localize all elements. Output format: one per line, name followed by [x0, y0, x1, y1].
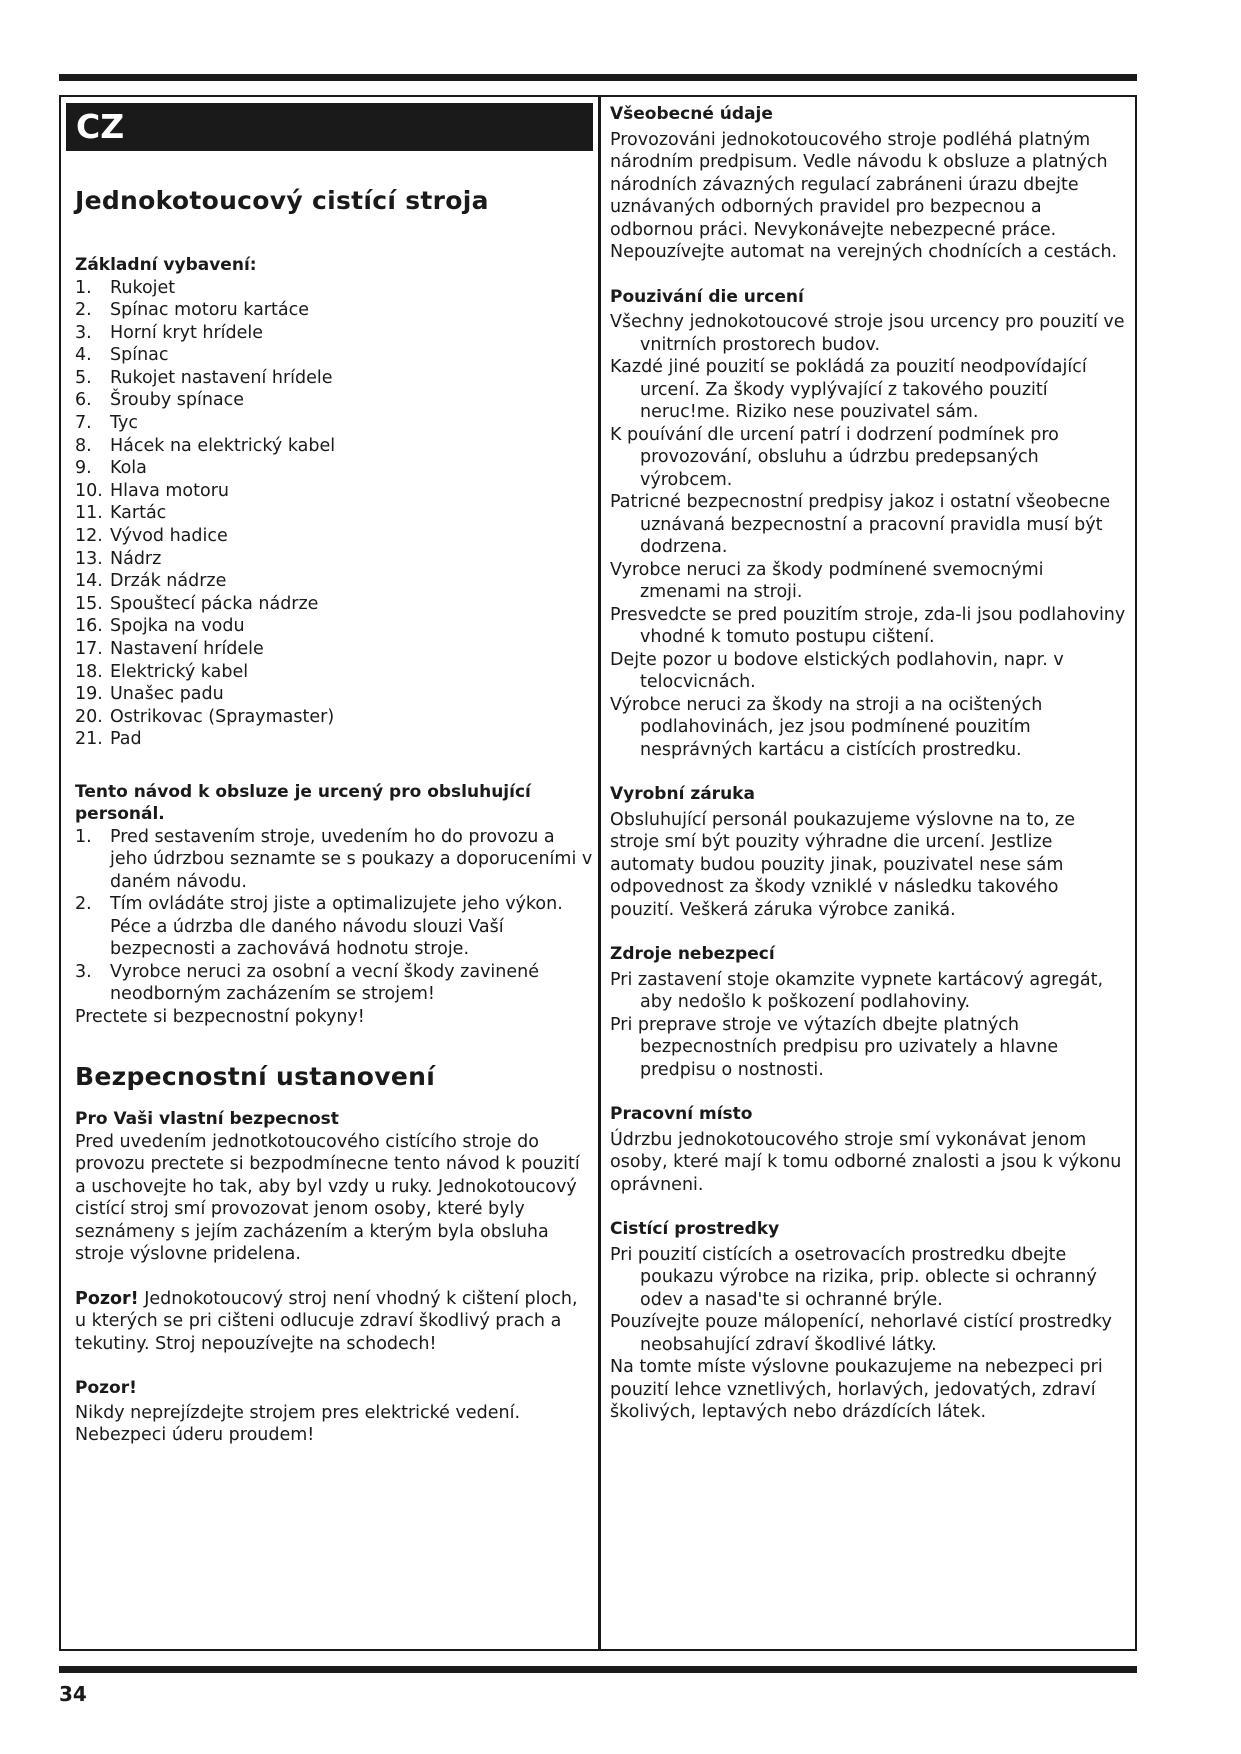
list-item	[75, 367, 593, 390]
list-item	[75, 435, 593, 458]
list-item-text: Hácek na elektrický kabel	[110, 435, 336, 456]
list-item-number: 1.	[75, 826, 92, 847]
list-item-text: Spouštecí pácka nádrze	[110, 593, 319, 614]
manual-list	[75, 826, 593, 1006]
list-item-text: Vyrobce neruci za osobní a vecní škody zavinené neodborným zacházením se strojem!	[110, 961, 540, 1005]
list-item-number: 2.	[75, 300, 92, 321]
list-item	[75, 706, 593, 729]
list-item	[75, 638, 593, 661]
list-item-number: 15.	[75, 593, 103, 614]
list-item	[75, 826, 593, 894]
list-item-text: Kola	[110, 458, 147, 479]
hazards-list	[610, 969, 1126, 1082]
page-number: 34	[59, 1682, 87, 1706]
paragraph-item: Pri preprave stroje ve výtazích dbejte platných bezpecnostních predpisu pro uzivately a hlavne predpisu o nostnosti.	[610, 1014, 1059, 1080]
workplace-heading: Pracovní místo	[610, 1104, 753, 1124]
list-item	[75, 412, 593, 435]
list-item-text: Nádrz	[110, 548, 162, 569]
warning-label-2: Pozor!	[75, 1378, 137, 1399]
list-item	[75, 961, 593, 1006]
list-item-number: 8.	[75, 435, 92, 456]
top-rule	[59, 74, 1137, 81]
manual-heading: Tento návod k obsluze je urcený pro obsluhující personál.	[75, 781, 531, 825]
paragraph-item: Patricné bezpecnostní predpisy jakoz i ostatní všeobecne uznávaná bezpecnostní a pracovní pravidla musí být dodrzena.	[610, 492, 1111, 557]
list-item-text: Unašec padu	[110, 684, 224, 705]
right-column	[610, 103, 1126, 1424]
paragraph-item: Vyrobce neruci za škody podmínené svemocnými zmenami na stroji.	[610, 559, 1044, 602]
hazards-heading: Zdroje nebezpecí	[610, 944, 775, 964]
list-item-text: Vývod hadice	[110, 526, 228, 547]
list-item-text: Hlava motoru	[110, 480, 229, 501]
list-item	[75, 457, 593, 480]
list-item-text: Rukojet	[110, 277, 176, 298]
warning-paragraph-1	[75, 1288, 580, 1356]
list-item	[75, 728, 593, 751]
list-item-number: 10.	[75, 480, 103, 501]
cleaning-footer: Na tomte míste výslovne poukazujeme na nebezpeci pri pouzití lehce vznetlivých, horlavých, jedovatých, zdraví školivých, leptavých nebo drázdících látek.	[610, 1357, 1103, 1422]
general-heading: Všeobecné údaje	[610, 104, 773, 124]
column-divider	[598, 97, 601, 1649]
list-item-number: 2.	[75, 894, 92, 915]
paragraph-item: Dejte pozor u bodove elstických podlahovin, napr. v telocvicnách.	[610, 649, 1064, 692]
list-item-text: Elektrický kabel	[110, 661, 249, 682]
paragraph-item: Výrobce neruci za škody na stroji a na ocištených podlahovinách, jez jsou podmínené pouzitím nesprávných kartácu a cistících prostredku.	[610, 694, 1043, 760]
list-item-number: 9.	[75, 458, 92, 479]
list-item-number: 13.	[75, 548, 103, 569]
list-item	[75, 299, 593, 322]
list-item	[75, 277, 593, 300]
bottom-rule	[59, 1666, 1137, 1673]
warranty-text: Obsluhující personál poukazujeme výslovne na to, ze stroje smí být pouzity výhradne die urcení. Jestlize automaty budou pouzity jinak, pouzivatel nese sám odpovednost za škody vzniklé v následku takového pouzití. Veškerá záruka výrobce zaniká.	[610, 809, 1075, 920]
list-item	[75, 548, 593, 571]
list-item-number: 11.	[75, 503, 103, 524]
list-item	[75, 322, 593, 345]
list-item	[75, 502, 593, 525]
list-item	[75, 570, 593, 593]
paragraph-item: Kazdé jiné pouzití se pokládá za pouzití neodpovídající urcení. Za škody vyplývající z takového pouzití neruc!me. Riziko nese pouzivatel sám.	[610, 357, 1087, 422]
list-item	[75, 593, 593, 616]
list-item-text: Rukojet nastavení hrídele	[110, 367, 333, 388]
list-item-number: 17.	[75, 639, 103, 659]
warning-label-1: Pozor!	[75, 1288, 139, 1309]
list-item-text: Spínac	[110, 345, 169, 366]
list-item-number: 20.	[75, 706, 103, 727]
list-item-text: Šrouby spínace	[110, 390, 245, 411]
list-item-text: Horní kryt hrídele	[110, 322, 264, 343]
list-item-number: 21.	[75, 729, 103, 750]
list-item	[75, 525, 593, 548]
list-item-text: Kartác	[110, 503, 167, 524]
list-item-text: Nastavení hrídele	[110, 639, 264, 659]
paragraph-item: Pri zastavení stoje okamzite vypnete kartácový agregát, aby nedošlo k poškození podlahoviny.	[610, 969, 1104, 1012]
use-heading: Pouzivání die urcení	[610, 286, 804, 307]
list-item-number: 14.	[75, 571, 103, 592]
list-item-number: 5.	[75, 367, 92, 388]
list-item-text: Spojka na vodu	[110, 616, 245, 637]
list-item-number: 12.	[75, 526, 103, 547]
paragraph-item: Presvedcte se pred pouzitím stroje, zda-li jsou podlahoviny vhodné k tomuto postupu cištení.	[610, 604, 1126, 647]
list-item-number: 3.	[75, 961, 92, 982]
list-item	[75, 389, 593, 412]
equipment-heading: Základní vybavení:	[75, 255, 257, 275]
list-item	[75, 661, 593, 684]
list-item-number: 7.	[75, 413, 92, 434]
paragraph-item: Pri pouzití cistících a osetrovacích prostredku dbejte poukazu výrobce na rizika, prip. oblecte si ochranný odev a nasad'te si ochranné brýle.	[610, 1244, 1097, 1310]
language-tag: CZ	[66, 103, 593, 151]
use-list	[610, 311, 1126, 761]
warning-text-2: Nikdy neprejízdejte strojem pres elektrické vedení. Nebezpeci úderu proudem!	[75, 1402, 521, 1446]
left-column	[66, 103, 593, 1447]
document-title: Jednokotoucový cistící stroja	[75, 186, 489, 215]
equipment-list	[75, 277, 593, 751]
list-item-number: 1.	[75, 277, 92, 298]
list-item-text: Tyc	[110, 413, 138, 434]
paragraph-item: Pouzívejte pouze málopenící, nehorlavé cistící prostredky neobsahující zdraví škodlivé látky.	[610, 1312, 1112, 1355]
own-safety-text: Pred uvedením jednotkotoucového cistícího stroje do provozu prectete si bezpodmínecne tento návod k pouzití a uschovejte ho tak, aby byl vzdy u ruky. Jednokotoucový cistící stroj smí provozovat jenom osoby, které byly seznámeny s jejím zacházením a kterým byla obsluha stroje výslovne pridelena.	[75, 1131, 580, 1265]
manual-footer: Prectete si bezpecnostní pokyny!	[75, 1006, 365, 1027]
content-frame	[59, 95, 1137, 1651]
list-item	[75, 615, 593, 638]
cleaning-list	[610, 1244, 1126, 1357]
warranty-heading: Vyrobní záruka	[610, 784, 755, 804]
list-item-number: 3.	[75, 322, 92, 343]
list-item-text: Spínac motoru kartáce	[110, 300, 309, 321]
list-item-text: Pad	[110, 729, 142, 750]
own-safety-heading: Pro Vaši vlastní bezpecnost	[75, 1109, 339, 1130]
list-item-text: Ostrikovac (Spraymaster)	[110, 706, 335, 727]
list-item-number: 19.	[75, 684, 103, 705]
cleaning-heading: Cistící prostredky	[610, 1219, 780, 1239]
list-item-text: Pred sestavením stroje, uvedením ho do provozu a jeho údrzbou seznamte se s poukazy a doporuceními v daném návodu.	[110, 826, 593, 892]
general-text: Provozováni jednokotoucového stroje podléhá platným národním predpisum. Vedle návodu k obsluze a platných národních závazných regulací zabráneni úrazu dbejte uznávaných odborných pravidel pro bezpecnou a odbornou práci. Nevykonávejte nebezpecné práce. Nepouzívejte automat na verejných chodnících a cestách.	[610, 129, 1118, 262]
safety-title: Bezpecnostní ustanovení	[75, 1062, 436, 1092]
list-item-number: 6.	[75, 390, 92, 411]
list-item	[75, 480, 593, 503]
warning-text-1: Jednokotoucový stroj není vhodný k cištení ploch, u kterých se pri cišteni odlucuje zdraví škodlivý prach a tekutiny. Stroj nepouzívejte na schodech!	[75, 1288, 578, 1354]
list-item	[75, 344, 593, 367]
list-item	[75, 893, 593, 961]
list-item-number: 18.	[75, 661, 103, 682]
paragraph-item: Všechny jednokotoucové stroje jsou urcency pro pouzití ve vnitrních prostorech budov.	[610, 312, 1125, 355]
workplace-text: Údrzbu jednokotoucového stroje smí vykonávat jenom osoby, které mají k tomu odborné znalosti a jsou k výkonu oprávneni.	[610, 1129, 1122, 1195]
list-item-text: Drzák nádrze	[110, 571, 227, 592]
list-item	[75, 683, 593, 706]
list-item-number: 4.	[75, 345, 92, 366]
paragraph-item: K pouívání dle urcení patrí i dodrzení podmínek pro provozování, obsluhu a údrzbu predepsaných výrobcem.	[610, 424, 1059, 490]
list-item-number: 16.	[75, 616, 103, 637]
list-item-text: Tím ovládáte stroj jiste a optimalizujete jeho výkon. Péce a údrzba dle daného návodu slouzi Vaší bezpecnosti a zachovává hodnotu stroje.	[110, 894, 563, 960]
